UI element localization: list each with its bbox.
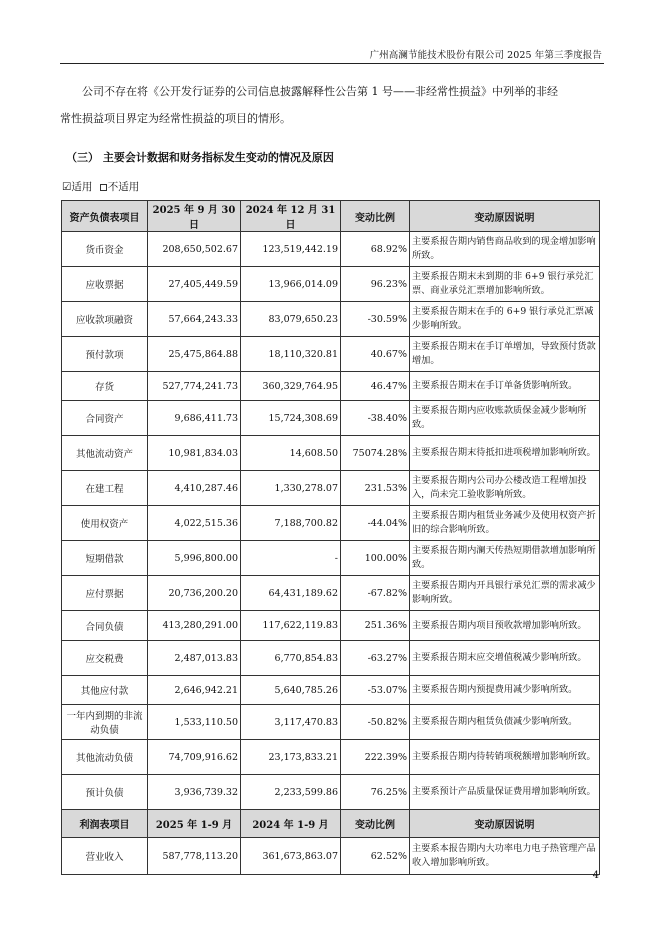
item-name-cell: 应收票据 [62, 267, 148, 302]
reason-cell: 主要系报告期内待转销项税额增加影响所致。 [410, 740, 600, 775]
prior-value-cell: 14,608.50 [241, 436, 341, 471]
reason-cell: 主要系报告期内公司办公楼改造工程增加投入，尚未完工验收影响所致。 [410, 471, 600, 506]
table-row [62, 576, 600, 611]
column-header: 资产负债表项目 [62, 201, 148, 232]
item-name-cell: 其他流动资产 [62, 436, 148, 471]
change-ratio-cell: 62.52% [341, 838, 410, 875]
prior-value-cell: 7,188,700.82 [241, 506, 341, 541]
column-header: 变动原因说明 [410, 201, 600, 232]
column-header: 2024 年 12 月 31 日 [241, 201, 341, 232]
table-row [62, 372, 600, 401]
item-name-cell: 一年内到期的非流动负债 [62, 705, 148, 740]
prior-value-cell: 360,329,764.95 [241, 372, 341, 401]
current-value-cell: 5,996,800.00 [148, 541, 241, 576]
reason-cell: 主要系报告期末待抵扣进项税增加影响所致。 [410, 436, 600, 471]
current-value-cell: 587,778,113.20 [148, 838, 241, 875]
reason-cell: 主要系报告期末在手的 6+9 银行承兑汇票减少影响所致。 [410, 302, 600, 337]
current-value-cell: 57,664,243.33 [148, 302, 241, 337]
prior-value-cell: 1,330,278.07 [241, 471, 341, 506]
intro-line-2: 常性损益项目界定为经常性损益的项目的情形。 [60, 112, 291, 125]
reason-cell: 主要系报告期内销售商品收到的现金增加影响所致。 [410, 232, 600, 267]
current-value-cell: 25,475,864.88 [148, 337, 241, 372]
item-name-cell: 使用权资产 [62, 506, 148, 541]
change-ratio-cell: 222.39% [341, 740, 410, 775]
current-value-cell: 2,487,013.83 [148, 641, 241, 676]
table-row [62, 267, 600, 302]
change-ratio-cell: -53.07% [341, 676, 410, 705]
current-value-cell: 27,405,449.59 [148, 267, 241, 302]
current-value-cell: 74,709,916.62 [148, 740, 241, 775]
prior-value-cell: 3,117,470.83 [241, 705, 341, 740]
current-value-cell: 9,686,411.73 [148, 401, 241, 436]
table-row [62, 838, 600, 875]
current-value-cell: 3,936,739.32 [148, 775, 241, 810]
current-value-cell: 1,533,110.50 [148, 705, 241, 740]
reason-cell: 主要系报告期内应收账款质保金减少影响所致。 [410, 401, 600, 436]
table-header-row [62, 810, 600, 838]
change-ratio-cell: 68.92% [341, 232, 410, 267]
change-ratio-cell: -63.27% [341, 641, 410, 676]
prior-value-cell: 6,770,854.83 [241, 641, 341, 676]
reason-cell: 主要系报告期末在手订单备货影响所致。 [410, 372, 600, 401]
item-name-cell: 合同负债 [62, 611, 148, 641]
table-row [62, 541, 600, 576]
change-ratio-cell: 231.53% [341, 471, 410, 506]
unchecked-checkbox-icon [100, 184, 107, 191]
reason-cell: 主要系报告期末未到期的非 6+9 银行承兑汇票、商业承兑汇票增加影响所致。 [410, 267, 600, 302]
item-name-cell: 其他流动负债 [62, 740, 148, 775]
item-name-cell: 货币资金 [62, 232, 148, 267]
column-header: 变动原因说明 [410, 810, 600, 838]
table-row [62, 611, 600, 641]
applicable-indicator [62, 179, 139, 194]
table-row [62, 740, 600, 775]
change-ratio-cell: 75074.28% [341, 436, 410, 471]
financial-change-table [61, 200, 600, 875]
report-header-title: 广州高澜节能技术股份有限公司 2025 年第三季度报告 [369, 50, 602, 61]
intro-line-1: 公司不存在将《公开发行证券的公司信息披露解释性公告第 1 号——非经常性损益》中列举的非经 [82, 85, 558, 98]
table-row [62, 641, 600, 676]
reason-cell: 主要系本报告期内大功率电力电子热管理产品收入增加影响所致。 [410, 838, 600, 875]
applicable-label: 适用 [71, 181, 93, 193]
column-header: 2025 年 1-9 月 [148, 810, 241, 838]
change-ratio-cell: -38.40% [341, 401, 410, 436]
prior-value-cell: 5,640,785.26 [241, 676, 341, 705]
item-name-cell: 在建工程 [62, 471, 148, 506]
reason-cell: 主要系报告期末在手订单增加，导致预付货款增加。 [410, 337, 600, 372]
change-ratio-cell: 40.67% [341, 337, 410, 372]
column-header: 2025 年 9 月 30 日 [148, 201, 241, 232]
table-row [62, 471, 600, 506]
reason-cell: 主要系预计产品质量保证费用增加影响所致。 [410, 775, 600, 810]
reason-cell: 主要系报告期内项目预收款增加影响所致。 [410, 611, 600, 641]
prior-value-cell: 64,431,189.62 [241, 576, 341, 611]
column-header: 变动比例 [341, 201, 410, 232]
table-row [62, 302, 600, 337]
page-number: 4 [592, 870, 599, 881]
item-name-cell: 营业收入 [62, 838, 148, 875]
current-value-cell: 4,022,515.36 [148, 506, 241, 541]
change-ratio-cell: 76.25% [341, 775, 410, 810]
header-divider [60, 63, 604, 64]
prior-value-cell: 83,079,650.23 [241, 302, 341, 337]
column-header: 2024 年 1-9 月 [241, 810, 341, 838]
change-ratio-cell: 251.36% [341, 611, 410, 641]
intro-paragraph [60, 78, 605, 132]
prior-value-cell: 123,519,442.19 [241, 232, 341, 267]
item-name-cell: 应付票据 [62, 576, 148, 611]
table-row [62, 436, 600, 471]
prior-value-cell: 18,110,320.81 [241, 337, 341, 372]
reason-cell: 主要系报告期内澜天传热短期借款增加影响所致。 [410, 541, 600, 576]
change-ratio-cell: 46.47% [341, 372, 410, 401]
item-name-cell: 应交税费 [62, 641, 148, 676]
reason-cell: 主要系报告期内租赁负债减少影响所致。 [410, 705, 600, 740]
current-value-cell: 208,650,502.67 [148, 232, 241, 267]
table-row [62, 232, 600, 267]
item-name-cell: 短期借款 [62, 541, 148, 576]
checked-checkbox-icon: ☑ [62, 181, 72, 193]
reason-cell: 主要系报告期末应交增值税减少影响所致。 [410, 641, 600, 676]
section-title: （三） 主要会计数据和财务指标发生变动的情况及原因 [66, 151, 334, 164]
item-name-cell: 合同资产 [62, 401, 148, 436]
table-row [62, 401, 600, 436]
prior-value-cell: 2,233,599.86 [241, 775, 341, 810]
reason-cell: 主要系报告期内预提费用减少影响所致。 [410, 676, 600, 705]
item-name-cell: 预计负债 [62, 775, 148, 810]
column-header: 利润表项目 [62, 810, 148, 838]
change-ratio-cell: -67.82% [341, 576, 410, 611]
reason-cell: 主要系报告期内租赁业务减少及使用权资产折旧的综合影响所致。 [410, 506, 600, 541]
change-ratio-cell: 100.00% [341, 541, 410, 576]
prior-value-cell: - [241, 541, 341, 576]
table-row [62, 705, 600, 740]
item-name-cell: 其他应付款 [62, 676, 148, 705]
change-ratio-cell: -30.59% [341, 302, 410, 337]
change-ratio-cell: -50.82% [341, 705, 410, 740]
current-value-cell: 10,981,834.03 [148, 436, 241, 471]
current-value-cell: 4,410,287.46 [148, 471, 241, 506]
current-value-cell: 2,646,942.21 [148, 676, 241, 705]
not-applicable-label: 不适用 [107, 181, 140, 193]
prior-value-cell: 13,966,014.09 [241, 267, 341, 302]
prior-value-cell: 117,622,119.83 [241, 611, 341, 641]
table-row [62, 337, 600, 372]
prior-value-cell: 361,673,863.07 [241, 838, 341, 875]
reason-cell: 主要系报告期内开具银行承兑汇票的需求减少影响所致。 [410, 576, 600, 611]
column-header: 变动比例 [341, 810, 410, 838]
prior-value-cell: 23,173,833.21 [241, 740, 341, 775]
table-header-row [62, 201, 600, 232]
item-name-cell: 预付款项 [62, 337, 148, 372]
item-name-cell: 应收款项融资 [62, 302, 148, 337]
change-ratio-cell: -44.04% [341, 506, 410, 541]
current-value-cell: 20,736,200.20 [148, 576, 241, 611]
item-name-cell: 存货 [62, 372, 148, 401]
table-row [62, 676, 600, 705]
current-value-cell: 413,280,291.00 [148, 611, 241, 641]
table-row [62, 775, 600, 810]
prior-value-cell: 15,724,308.69 [241, 401, 341, 436]
current-value-cell: 527,774,241.73 [148, 372, 241, 401]
change-ratio-cell: 96.23% [341, 267, 410, 302]
table-row [62, 506, 600, 541]
